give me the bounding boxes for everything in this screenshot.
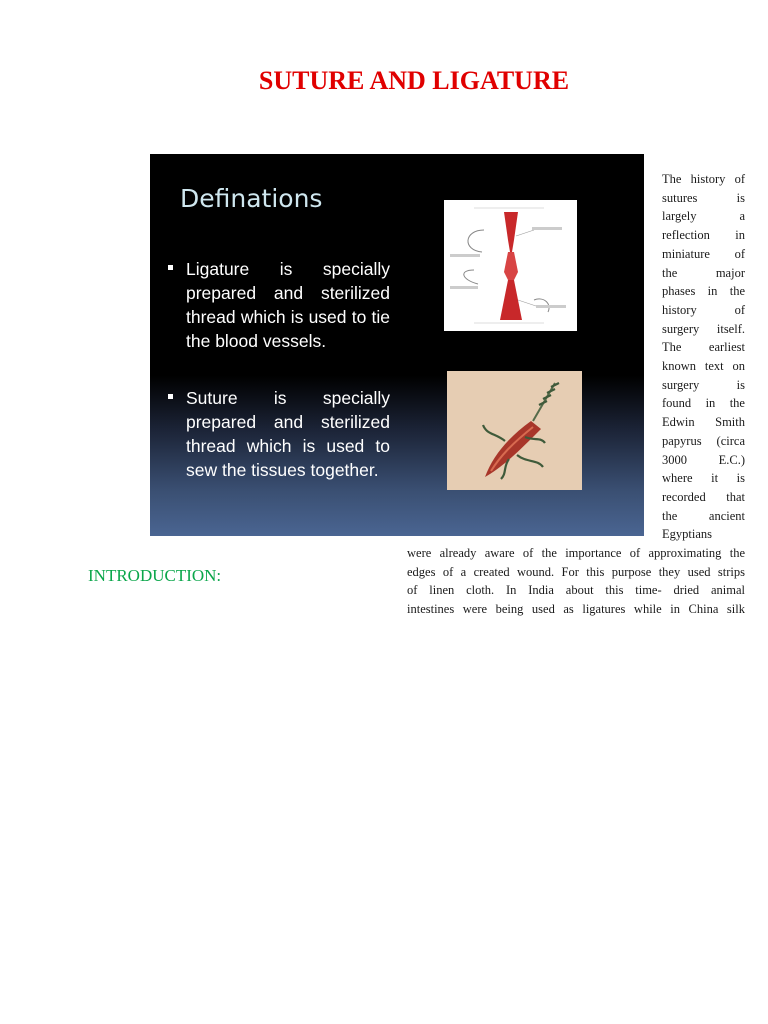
ligated-vessel-illustration <box>444 200 577 331</box>
text-line: where it is <box>662 471 745 486</box>
text-line: intestines were being used as ligatures while in China silk <box>407 602 745 617</box>
sutured-tissue-illustration <box>447 371 582 490</box>
text-line: Edwin Smith <box>662 415 745 430</box>
text-line: papyrus (circa <box>662 433 745 448</box>
bullet-ligature <box>186 257 390 353</box>
text-line: reflection in <box>662 228 745 243</box>
side-paragraph <box>662 170 745 544</box>
bullet-marker-icon <box>168 265 173 270</box>
bullet-text: Ligature is specially prepared and sterilized thread which is used to tie the blood vessels. <box>186 259 390 351</box>
slide-image <box>150 154 644 536</box>
text-line: sutures is <box>662 190 745 205</box>
bullet-suture <box>186 386 390 482</box>
text-line: Egyptians <box>662 527 712 542</box>
text-line: largely a <box>662 209 745 224</box>
text-line: the major <box>662 265 745 280</box>
page-title: SUTURE AND LIGATURE <box>258 66 570 95</box>
text-line: The earliest <box>662 340 745 355</box>
text-line: phases in the <box>662 284 745 299</box>
text-line: found in the <box>662 396 745 411</box>
bullet-marker-icon <box>168 394 173 399</box>
text-line: surgery itself. <box>662 321 745 336</box>
text-line: recorded that <box>662 489 745 504</box>
bullet-text: Suture is specially prepared and sterilized thread which is used to sew the tissues together. <box>186 388 390 480</box>
slide-heading: Definations <box>180 184 323 213</box>
text-line: of linen cloth. In India about this time- dried animal <box>407 583 745 598</box>
text-line: 3000 E.C.) <box>662 452 745 467</box>
introduction-heading: INTRODUCTION: <box>88 566 222 585</box>
text-line: history of <box>662 302 745 317</box>
text-line: edges of a created wound. For this purpose they used strips <box>407 564 745 579</box>
text-line: The history of <box>662 172 745 186</box>
text-line: the ancient <box>662 508 745 523</box>
text-line: known text on <box>662 359 745 374</box>
text-line: were already aware of the importance of approximating the <box>407 546 745 560</box>
text-line: miniature of <box>662 246 745 261</box>
text-line: surgery is <box>662 377 745 392</box>
body-paragraph <box>407 544 745 619</box>
